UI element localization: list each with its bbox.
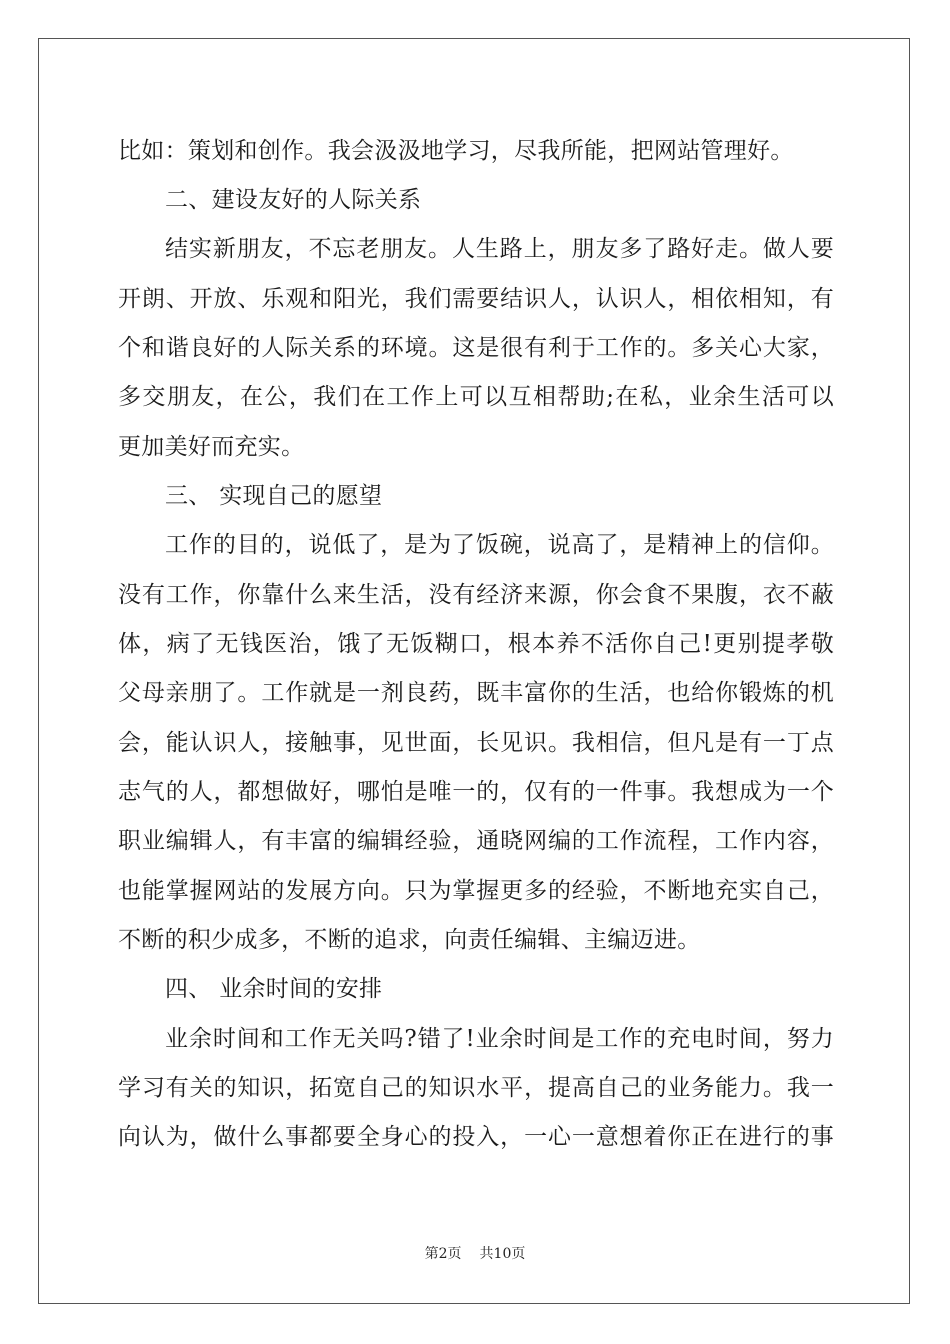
text-line: 体，病了无钱医治，饿了无饭糊口，根本养不活你自己!更别提孝敬 — [118, 631, 834, 657]
text-line: 志气的人，都想做好，哪怕是唯一的，仅有的一件事。我想成为一个 — [118, 779, 834, 805]
section-heading: 二、建设友好的人际关系 — [165, 187, 422, 213]
text-line: 职业编辑人，有丰富的编辑经验，通晓网编的工作流程，工作内容， — [118, 828, 834, 854]
page-total: 共10页 — [479, 1246, 526, 1262]
text-line: 多交朋友，在公，我们在工作上可以互相帮助;在私，业余生活可以 — [118, 384, 834, 410]
text-line: 父母亲朋了。工作就是一剂良药，既丰富你的生活，也给你锻炼的机 — [118, 680, 834, 706]
text-line: 工作的目的，说低了，是为了饭碗，说高了，是精神上的信仰。 — [165, 532, 834, 558]
text-line: 结实新朋友，不忘老朋友。人生路上，朋友多了路好走。做人要 — [165, 236, 834, 262]
text-line: 没有工作，你靠什么来生活，没有经济来源，你会食不果腹，衣不蔽 — [118, 582, 834, 608]
page-border — [38, 38, 910, 1304]
text-line: 学习有关的知识，拓宽自己的知识水平，提高自己的业务能力。我一 — [118, 1075, 834, 1101]
text-line: 向认为，做什么事都要全身心的投入，一心一意想着你正在进行的事 — [118, 1124, 834, 1150]
text-line: 更加美好而充实。 — [118, 434, 305, 460]
text-line: 不断的积少成多，不断的追求，向责任编辑、主编迈进。 — [118, 927, 701, 953]
section-heading: 四、 业余时间的安排 — [165, 976, 383, 1002]
text-line: 也能掌握网站的发展方向。只为掌握更多的经验，不断地充实自己， — [118, 878, 834, 904]
text-line: 业余时间和工作无关吗?错了!业余时间是工作的充电时间，努力 — [165, 1026, 834, 1052]
text-line: 开朗、开放、乐观和阳光，我们需要结识人，认识人，相依相知，有 — [118, 286, 834, 312]
text-line: 会，能认识人，接触事，见世面，长见识。我相信，但凡是有一丁点 — [118, 730, 834, 756]
page-number: 第2页 — [424, 1246, 462, 1262]
text-line: 个和谐良好的人际关系的环境。这是很有利于工作的。多关心大家， — [118, 335, 834, 361]
section-heading: 三、 实现自己的愿望 — [165, 483, 383, 509]
text-line: 比如：策划和创作。我会汲汲地学习，尽我所能，把网站管理好。 — [118, 138, 794, 164]
page-footer — [0, 1244, 950, 1264]
